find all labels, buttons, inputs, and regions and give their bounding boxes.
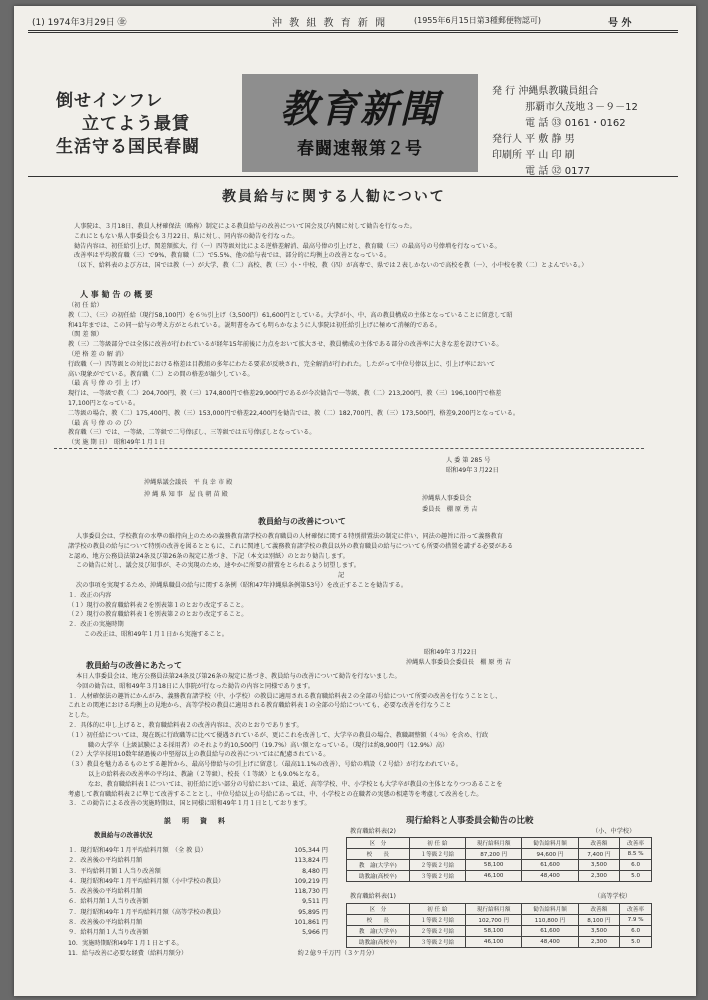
atatte-line: １．人材確保法の趣旨にかんがみ、義務教育諸学校（中、小学校）の教員に適用される教育職給料表２の全部の号給について所要の改善を行なうこととし、 [68, 692, 502, 700]
atatte-line: なお、教育職給料表１については、初任給に近い部分の号給においては、最近、高等学校、中、小学校とも大学卒が教員の主体となりつつあることを [88, 780, 503, 788]
table-cell: 6.0 [620, 860, 652, 871]
table-cell: 3,500 [578, 926, 619, 937]
slogan-line-2: 立てよう最賃 [82, 114, 190, 134]
summary-line: 二等級の場合、教（二）175,400円、教（三）153,000円で格差22,400円を勧告では、教（二）182,700円、教（三）173,500円、格差9,200円となっている。 [68, 409, 520, 417]
shiryo-item [68, 939, 338, 949]
shiryo-item-value: 101,861 円 [294, 919, 328, 927]
table2-caption: 教育職給料表(2) [350, 828, 396, 835]
table-cell: 61,600 [522, 860, 578, 871]
shiryo-item [68, 877, 338, 887]
summary-line: （逆 格 差 の 解 消） [68, 350, 128, 358]
table-header-cell: 改善率 [620, 904, 652, 915]
atatte-line: これとの関連における均衡上の見地から、高等学校の教員に適用される教育職給料表１の全部の号給についても、必要な改善を行なうこと [68, 702, 452, 710]
summary-text [68, 301, 678, 448]
slogan-line-3: 生活守る国民春闘 [56, 137, 200, 157]
table-cell: 46,100 [466, 871, 522, 882]
comparison-table-1 [346, 903, 652, 948]
intro-line: （以下、給料表のよび方は、国では教（一）が大学、教（二）高校、教（三）小・中校、教（四）が高専で、県では２表しかないので高校を教（一）、小中校を教（二）とよんでいる。） [74, 262, 588, 270]
atatte-line: （３）教員を魅力あるものとする趣旨から、最高号俸給与の引上げに留意し（最高11.1%の改善）、号給の増設（２号給）が行なわれている。 [68, 761, 462, 769]
shiryo-item-label: ６．給料月額１人当り改善額 [68, 898, 149, 906]
kaizen-line: 諸学校の教員の給与について特別の改善を図るとともに、これに関連して義務教育諸学校の教員以外の教育職員の給与についても所要の措置を講ずる必要がある [68, 542, 514, 550]
table-header-row [347, 904, 652, 915]
kaizen-title: 教員給与の改善について [258, 517, 346, 526]
letter-number: 人 委 第 285 号 [446, 457, 491, 464]
table-header-cell: 勧告給料月額 [522, 838, 578, 849]
shiryo-item [68, 928, 338, 938]
shiryo-item-label: ５．改善後の平均給料月額 [68, 888, 143, 896]
table1-caption: 教育職給料表(1) [350, 893, 396, 900]
table1-note: （高等学校） [594, 893, 632, 900]
table-cell: 58,100 [466, 860, 522, 871]
table-row [347, 860, 652, 871]
shiryo-item-value: 118,730 円 [294, 888, 328, 896]
table-cell: 2,300 [578, 937, 619, 948]
letter-sender-2: 委員長 棚 原 勇 吉 [422, 506, 478, 513]
shiryo-item [68, 856, 338, 866]
shiryo-item-label: ２．改善後の平均給料月額 [68, 857, 143, 865]
table-header-cell: 勧告給料月額 [522, 904, 578, 915]
summary-line: 17,100円となっている。 [68, 399, 140, 407]
shiryo-item-label: ４．現行昭和49年１月平均給料月額（小中学校の教員） [68, 877, 225, 885]
table-cell: 110,800 円 [522, 915, 578, 926]
kaizen-line: ２．改正の実施時期 [68, 621, 124, 629]
table-row [347, 915, 652, 926]
table-cell: 7,400 円 [578, 849, 619, 860]
shiryo-item [68, 867, 338, 877]
issue-date: (1) 1974年3月29日 ㊎ [32, 18, 127, 28]
intro-text [74, 222, 684, 281]
table-cell: 8.5 % [620, 849, 652, 860]
summary-line: 教育職（三）では、一等級、二等級で二号俸ぼし、三等級では五号俸ぼしとなっている。 [68, 429, 316, 437]
shiryo-item [68, 846, 338, 856]
shiryo-item-value: 113,824 円 [294, 857, 328, 865]
intro-line: 人事院は、３月18日、教員人材確保法（略称）制定による教員給与の改善について国会及び内閣に対して勧告を行なった。 [74, 223, 416, 230]
kaizen-line: 次の事項を実現するため、沖縄県職員の給与に関する条例（昭和47年沖縄県条例第53号）を改正することを勧告する。 [76, 581, 408, 589]
summary-line: （関 差 額） [68, 331, 103, 339]
table-row [347, 849, 652, 860]
atatte-line: 本日人事委員会は、地方公務員法第24条及び第26条の規定に基づき、教員給与の改善について勧告を行ないました。 [76, 673, 401, 680]
publisher-info [492, 84, 638, 180]
extra-edition-label: 号 外 [608, 18, 632, 29]
publisher-line: 発 行 沖縄県教職員組合 [492, 86, 599, 97]
table-cell: 校 長 [347, 915, 410, 926]
intro-line: これにともない県人事委員会も３月22日、県に対し、同内容の勧告を行なった。 [74, 232, 299, 240]
table-cell: １等級２号給 [409, 849, 465, 860]
summary-line: （最 高 号 俸 の の び） [68, 419, 136, 427]
table-cell: 2,300 [578, 871, 619, 882]
table-header-cell: 区 分 [347, 838, 410, 849]
header-rule [28, 30, 678, 31]
table-row [347, 871, 652, 882]
atatte-line: ２．具体的に申し上げると、教育職給料表２の改善内容は、次のとおりであります。 [68, 721, 303, 729]
shiryo-item-label: ９．給料月額１人当り改善額 [68, 929, 149, 937]
intro-line: 勧告内容は、初任給引上げ、関差額拡大、行（一）四等級対比による逆格差解消、最高号俸の引上げと、教育職（三）の最高号の号俸増を行なっている。 [74, 242, 501, 250]
summary-line: 行政職（一）四等級との対比における格差は目教組の多年にわたる要求が反映され、完全解消が行われた。したがって中位号俸以上に、引上げ率において [68, 360, 496, 368]
shiryo-item-value: 約２億９千万円（３ケ月分） [297, 949, 378, 957]
shiryo-item-label: １．現行昭和49年１月平均給料月額 （全 教 員） [68, 847, 207, 854]
table-header-cell: 改善額 [578, 904, 619, 915]
postal-permit: (1955年6月15日第3種郵便物認可) [414, 16, 541, 25]
summary-line: （実 施 期 日） 昭和49年１月１日 [68, 439, 166, 447]
shiryo-item-value: 109,219 円 [294, 877, 328, 885]
masthead-rule [28, 176, 678, 177]
atatte-line: とした。 [68, 712, 93, 720]
publisher-line: 那覇市久茂地３－９－12 [492, 102, 638, 113]
atatte-line: （２）大学卒採用10数年経過後の中堅層以上の教員給与の改善についてはに配慮されている。 [68, 751, 330, 759]
masthead-subtitle: 春闘速報第２号 [297, 139, 423, 159]
summary-line: 高い現象がでている。教育職（二）との間の格差が縮少している。 [68, 370, 254, 378]
table-cell: 3,500 [578, 860, 619, 871]
comparison-table-2 [346, 837, 652, 882]
atatte-line: 職の大学卒（上級試験による採用者）のそれより約10,500円（19.7%）高い額となっている。（現行は約8,900円（12.9%）高） [88, 741, 449, 749]
table-header-cell: 改善額 [578, 838, 619, 849]
table-cell: ３等級２号給 [409, 871, 465, 882]
shiryo-item-label: ７．現行昭和49年１月平均給料月額（高等学校の教員） [68, 908, 225, 916]
table-cell: 助教諭(高校卒) [347, 871, 410, 882]
table-cell: ３等級２号給 [409, 937, 465, 948]
masthead-title: 教育新聞 [279, 86, 440, 131]
shiryo-item-label: 11．給与改善に必要な経費（給料月額分） [68, 949, 188, 957]
table-header-cell: 現行給料月額 [466, 904, 522, 915]
atatte-title: 教員給与の改善にあたって [86, 661, 182, 670]
slogan-block [56, 90, 200, 159]
table-cell: 校 長 [347, 849, 410, 860]
table-cell: 5.0 [620, 937, 652, 948]
shiryo-item [68, 908, 338, 918]
table-cell: 87,200 円 [466, 849, 522, 860]
publisher-line: 電 話 ㉜ 0177 [492, 166, 591, 177]
table-cell: 助教諭(高校卒) [347, 937, 410, 948]
table-row [347, 926, 652, 937]
shiryo-item [68, 918, 338, 928]
kaizen-line: この勧告に対し、議会及び知事が、その実現のため、速やかに所要の措置をとられるよう切望します。 [76, 562, 360, 570]
kaizen-line: と認め、地方公務員法第24条及び第26条の規定に基づき、下記（本文は別紙）のとおり勧告します。 [68, 552, 349, 560]
headline: 教員給与に関する人勧について [222, 189, 446, 205]
intro-line: 改善率は平均教育職（三）で9%、教育職（二）で5.5%、他の給与表では、部分的に均衡上の改善となっている。 [74, 252, 391, 260]
masthead [242, 74, 478, 172]
atatte-line: （１）初任給については、現在既に行政職等に比べて優遇されているが、更にこれを改善して、大学卒の教員の場合、教職調整額（４％）を含め、行政 [68, 731, 489, 739]
table-row [347, 937, 652, 948]
summary-line: 現行は、一等級で教（二）204,700円、教（三）174,800円で格差29,900円であるが今次勧告で一等級、教（二）213,200円、教（三）196,100円で格差 [68, 390, 502, 398]
table-cell: 48,400 [522, 871, 578, 882]
table-cell: 7.9 % [620, 915, 652, 926]
shiryo-item-value: 95,895 円 [298, 908, 328, 916]
summary-line: （初 任 給） [68, 302, 103, 309]
atatte-text [68, 672, 678, 809]
letter-addressee-2: 沖 縄 県 知 事 屋 良 朝 苗 殿 [144, 491, 228, 498]
newspaper-page [14, 6, 696, 996]
shiryo-item-label: ３．平均給料月額１人当り改善額 [68, 867, 161, 875]
publisher-line: 発行人 平 敷 静 男 [492, 134, 575, 145]
table-cell: 6.0 [620, 926, 652, 937]
kaizen-line: この改正は、昭和49年１月１日から実施すること。 [84, 630, 228, 638]
table-header-cell: 初 任 給 [409, 838, 465, 849]
recommendation-date: 昭和49年３月22日 [424, 649, 477, 656]
table-cell: ２等級２号給 [409, 860, 465, 871]
table-cell: 58,100 [466, 926, 522, 937]
table-header-cell: 初 任 給 [409, 904, 465, 915]
letter-date: 昭和49年３月22日 [446, 467, 499, 474]
table-cell: 教 諭(大学卒) [347, 860, 410, 871]
table-header-cell: 改善率 [620, 838, 652, 849]
table-header-cell: 区 分 [347, 904, 410, 915]
table-cell: 5.0 [620, 871, 652, 882]
table-cell: 46,100 [466, 937, 522, 948]
shiryo-item-value: 5,966 円 [302, 929, 328, 937]
atatte-line: ３．この勧告による改善の実施時期は、国と同様に昭和49年１月１日としております。 [68, 800, 311, 808]
section-divider [54, 448, 644, 449]
table-header-row [347, 838, 652, 849]
kaizen-line: 人事委員会は、学校教育の水準の維持向上のための義務教育諸学校の教育職員の人材確保に関する特別措置法の制定に伴い、同法の趣旨に沿って義務教育 [76, 533, 503, 540]
publisher-line: 電 話 ㉝ 0161・0162 [492, 118, 626, 129]
summary-title: 人 事 勧 告 の 概 要 [80, 290, 153, 299]
header-rule-2 [28, 32, 678, 33]
kaizen-line: 記 [338, 572, 345, 580]
summary-line: （最 高 号 俸 の 引 上 げ） [68, 380, 144, 388]
shiryo-item-label: 10．実施時期昭和49年１月１日とする。 [68, 939, 183, 947]
publisher-line: 印刷所 平 山 印 刷 [492, 150, 575, 161]
table-cell: １等級２号給 [409, 915, 465, 926]
letter-addressee-1: 沖縄県議会議長 平 良 幸 市 殿 [144, 479, 233, 486]
summary-line: 教（三）二等級部分では全体に改善が行われているが経年15年前後に力点をおいて拡大させ、教員構成の主体である部分の改善率に大きな差を設けている。 [68, 341, 503, 349]
shiryo-item-value: 105,344 円 [294, 847, 328, 854]
shiryo-title: 説 明 資 料 [164, 817, 227, 825]
kaizen-line: （２）現行の教育職給料表１を別表第２のとおり改定すること。 [68, 611, 248, 619]
table-cell: 102,700 円 [466, 915, 522, 926]
atatte-line: 今回の勧告は、昭和49年３月18日に人事院が行なった勧告の内容と同様であります。 [76, 682, 314, 690]
recommendation-sender: 沖縄県人事委員会委員長 棚 原 勇 吉 [406, 659, 511, 666]
shiryo-item-label: ８．改善後の平均給料月額 [68, 919, 143, 927]
shiryo-item-value: 9,511 円 [302, 898, 328, 906]
shiryo-item [68, 949, 378, 959]
table-cell: ２等級２号給 [409, 926, 465, 937]
shiryo-subtitle: 教員給与の改善状況 [94, 831, 153, 839]
table-cell: 48,400 [522, 937, 578, 948]
slogan-line-1: 倒せインフレ [56, 91, 164, 111]
shiryo-item-value: 8,480 円 [302, 867, 328, 875]
letter-sender-1: 沖縄県人事委員会 [422, 495, 472, 502]
kaizen-text [68, 532, 678, 640]
atatte-line: 考慮して教育職給料表２に準じて改善することとし、中位号給以上の号給にあっては、中、小学校との在職者の実態の相違等を考慮して改善をした。 [68, 790, 483, 798]
kaizen-line: １．改正の内容 [68, 591, 112, 599]
compare-title: 現行給料と人事委員会勧告の比較 [406, 816, 534, 826]
shiryo-item [68, 887, 338, 897]
shiryo-item [68, 897, 338, 907]
table-header-cell: 現行給料月額 [466, 838, 522, 849]
summary-line: 和41年までは、この同一給与の考え方がとられている。説明書をみても明らかなように人事院は初任給引上げに極めて消極的である。 [68, 321, 441, 329]
atatte-line: 以上の給料表の改善率の平均は、教諭（２等級）、校長（１等級）とも9.0%となる。 [88, 770, 324, 778]
summary-line: 教（二）、（三）の初任給（現行58,100円）を６％引上げ（3,500円）61,600円としている。大学が小、中、高の教員構成の主体となっていることに留意して昭 [68, 311, 513, 319]
table-cell: 8,100 円 [578, 915, 619, 926]
table2-note: （小、中学校） [592, 828, 636, 835]
kaizen-line: （１）現行の教育職給料表２を別表第１のとおり改定すること。 [68, 601, 248, 609]
table-cell: 教 諭(大学卒) [347, 926, 410, 937]
table-cell: 94,600 円 [522, 849, 578, 860]
paper-name: 沖 教 組 教 育 新 聞 [272, 18, 388, 29]
table-cell: 61,600 [522, 926, 578, 937]
